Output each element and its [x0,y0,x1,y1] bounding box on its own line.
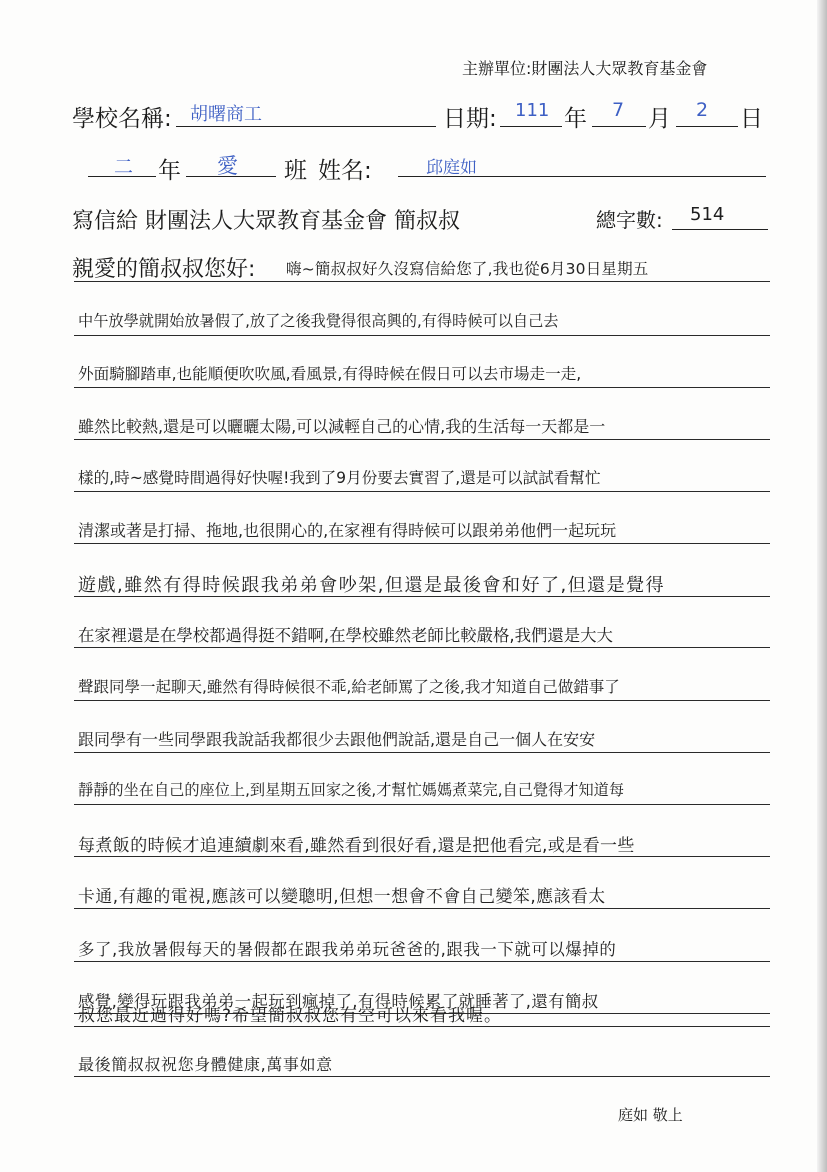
year-value: 111 [515,100,550,121]
name-value: 邱庭如 [426,158,477,178]
day-label: 日 [740,106,763,132]
word-count-label: 總字數: [596,208,663,232]
ruled-line [74,647,770,648]
ruled-line [74,543,770,544]
ruled-line [74,1076,770,1077]
class-value: 愛 [217,154,238,178]
ruled-line [74,908,770,909]
word-count-value: 514 [690,204,725,225]
school-label: 學校名稱: [72,106,172,132]
ruled-line [74,856,770,857]
ruled-line [74,961,770,962]
day-underline [676,126,738,127]
letter-line: 嗨~簡叔叔好久沒寫信給您了,我也從6月30日星期五 [286,260,649,278]
ruled-line [74,387,770,388]
letter-line: 外面騎腳踏車,也能順便吹吹風,看風景,有得時候在假日可以去市場走一走, [78,365,582,383]
letter-line: 跟同學有一些同學跟我說話我都很少去跟他們說話,還是自己一個人在安安 [78,730,596,749]
letter-line: 叔您最近過得好嗎?希望簡叔叔您有空可以來看我喔。 [78,1006,503,1026]
scan-edge-shadow [817,0,827,1172]
letter-greeting: 親愛的簡叔叔您好: [72,257,256,282]
letter-line: 靜靜的坐在自己的座位上,到星期五回家之後,才幫忙媽媽煮菜完,自己覺得才知道每 [78,781,625,799]
letter-line: 卡通,有趣的電視,應該可以變聰明,但想一想會不會自己變笨,應該看太 [78,886,606,906]
month-underline [592,126,646,127]
ruled-line [74,752,770,753]
letter-line: 雖然比較熱,還是可以曬曬太陽,可以減輕自己的心情,我的生活每一天都是一 [78,417,606,436]
letter-line: 樣的,時~感覺時間過得好快喔!我到了9月份要去實習了,還是可以試試看幫忙 [78,469,601,487]
grade-value: 二 [114,156,134,178]
letter-line: 清潔或著是打掃、拖地,也很開心的,在家裡有得時候可以跟弟弟他們一起玩玩 [78,521,617,540]
name-label: 姓名: [318,158,372,184]
year-underline [500,126,562,127]
school-underline [176,126,436,127]
ruled-line [74,281,770,282]
year-label: 年 [564,106,587,132]
letter-line: 在家裡還是在學校都過得挺不錯啊,在學校雖然老師比較嚴格,我們還是大大 [78,626,613,645]
ruled-line [74,700,770,701]
organizer-text: 主辦單位:財團法人大眾教育基金會 [462,59,708,78]
school-value: 胡曙商工 [190,104,262,125]
month-value: 7 [612,99,625,121]
letter-line: 每煮飯的時候才追連續劇來看,雖然看到很好看,還是把他看完,或是看一些 [78,836,635,856]
word-count-underline [672,229,768,230]
ruled-line [74,335,770,336]
date-label: 日期: [443,106,497,132]
letter-closing: 最後簡叔叔祝您身體健康,萬事如意 [78,1055,333,1074]
letter-recipient-line: 寫信給 財團法人大眾教育基金會 簡叔叔 [72,209,460,234]
letter-line: 聲跟同學一起聊天,雖然有得時候很不乖,給老師罵了之後,我才知道自己做錯事了 [78,678,620,696]
ruled-line [74,439,770,440]
ruled-line [74,1026,770,1027]
grade-label: 年 [158,158,181,184]
letter-line: 多了,我放暑假每天的暑假都在跟我弟弟玩爸爸的,跟我一下就可以爆掉的 [78,940,617,959]
letter-line: 感覺,變得玩跟我弟弟一起玩到瘋掉了,有得時候累了就睡著了,還有簡叔 [78,992,599,1011]
letter-line: 中午放學就開始放暑假了,放了之後我覺得很高興的,有得時候可以自己去 [78,312,559,330]
class-label: 班 [284,158,307,184]
month-label: 月 [648,106,671,132]
ruled-line [74,804,770,805]
letter-signature: 庭如 敬上 [618,1106,683,1124]
letter-line: 遊戲,雖然有得時候跟我弟弟會吵架,但還是最後會和好了,但還是覺得 [78,575,666,596]
day-value: 2 [696,99,709,121]
ruled-line [74,491,770,492]
